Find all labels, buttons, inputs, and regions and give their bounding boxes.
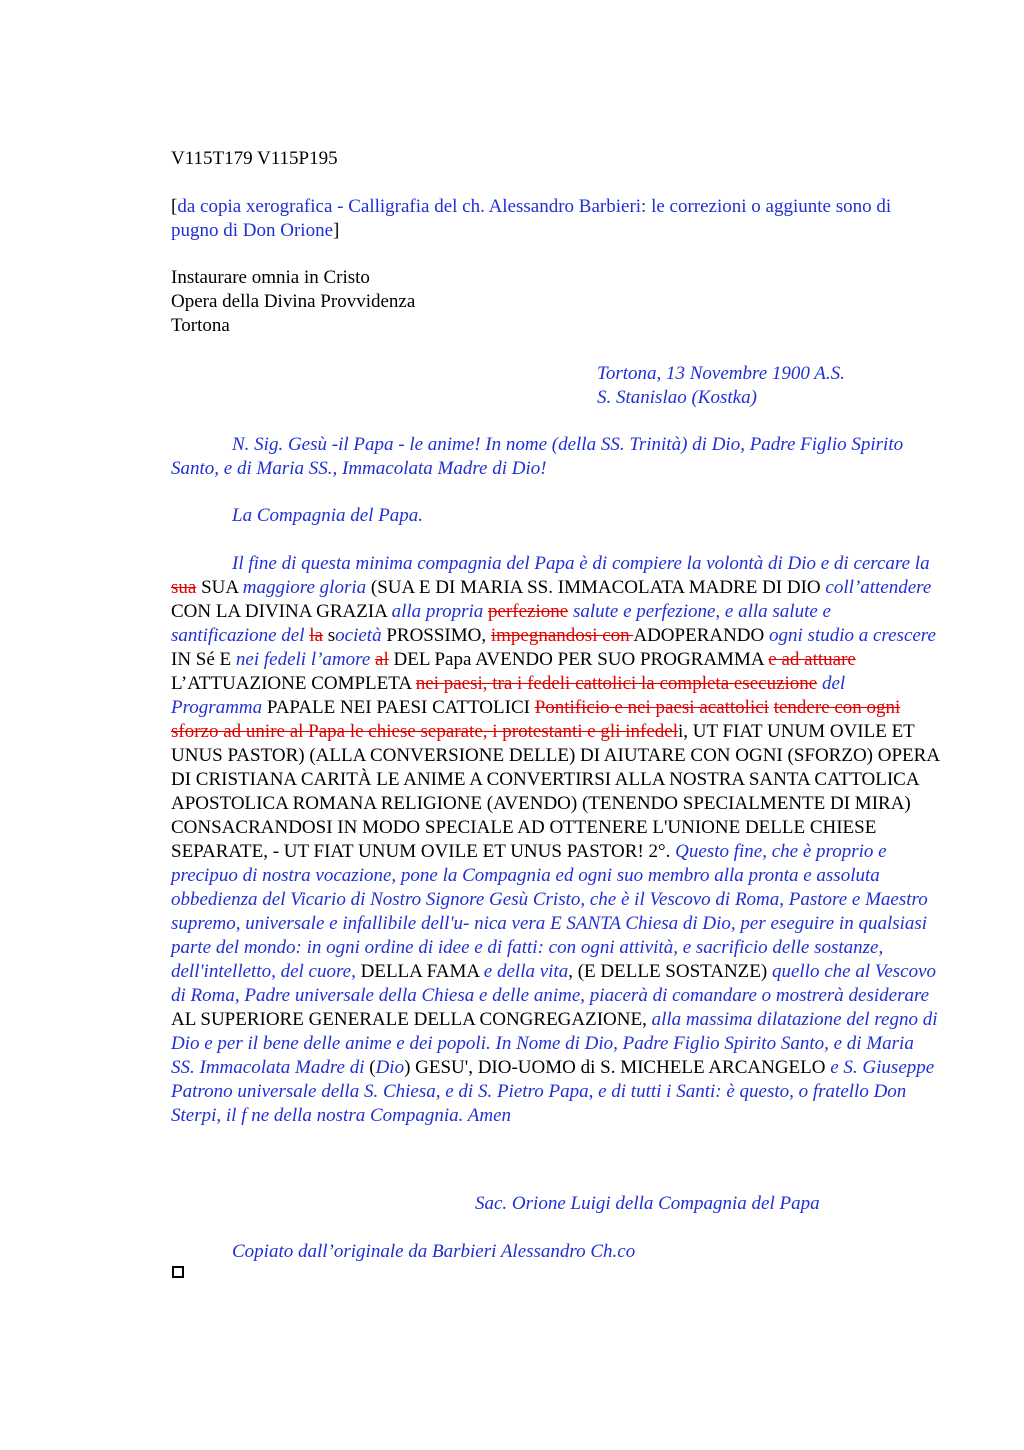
letterhead-organization: Opera della Divina Provvidenza (171, 291, 416, 312)
body-segment: Dio (375, 1057, 405, 1078)
body-segment: DELLA FAMA (355, 961, 484, 982)
body-text (171, 552, 941, 1128)
source-note-open: [ (171, 196, 178, 217)
letterhead-motto: Instaurare omnia in Cristo (171, 267, 370, 288)
invocation (171, 433, 941, 481)
section-title (171, 504, 941, 528)
dateline-date: Tortona, 13 Novembre 1900 A.S. (597, 363, 845, 384)
body-segment: SUA (196, 577, 243, 598)
body-segment: Il fine di questa minima compagnia del Papa è di compiere la volontà di Dio e di cercare la (232, 553, 930, 574)
source-note-close: ] (333, 220, 340, 241)
copy-note (171, 1240, 941, 1264)
body-segment: ) GESU', DIO-UOMO di S. MICHELE ARCANGELO (404, 1057, 831, 1078)
body-segment: nei fedeli l’amore (235, 649, 371, 670)
body-segment: E SANTA (550, 913, 621, 934)
body-segment: maggiore gloria (242, 577, 367, 598)
body-segment: del Programma (171, 673, 846, 718)
signature (475, 1192, 820, 1216)
deleted-text: nei paesi, tra i fedeli cattolici la completa esecuzione (415, 673, 818, 694)
deleted-text: Pontificio e nei paesi acattolici (534, 697, 769, 718)
body-segment: alla massima dilatazione del regno di Dio e per il bene delle anime e dei popoli. In Nome di Dio, Padre Figlio Spirito Santo, e di Maria SS. Immacolata Madre di (171, 1009, 938, 1078)
section-title-text: La Compagnia del Papa. (232, 505, 424, 526)
body-segment: e S. Giuseppe Patrono universale della S. Chiesa, e di S. Pietro Papa, e di tutti i Santi: è questo, o fratello Don Sterpi, il f ne della nostra Compagnia. Amen (171, 1057, 935, 1126)
body-segment: coll’attendere (825, 577, 932, 598)
body-segment: IN Sé E (171, 649, 236, 670)
dateline-saint: S. Stanislao (Kostka) (597, 387, 757, 408)
invocation-text: N. Sig. Gesù -il Papa - le anime! In nome (della SS. Trinità) di Dio, Padre Figlio Spirito Santo, e di Maria SS., Immacolata Madre di Dio! (171, 434, 904, 479)
signature-text: Sac. Orione Luigi della Compagnia del Papa (475, 1193, 820, 1214)
deleted-text: e ad attuare (768, 649, 856, 670)
reference-code-text: V115T179 V115P195 (171, 148, 338, 169)
deleted-text: tendere con ogni (773, 697, 901, 718)
deleted-text: la (309, 625, 323, 646)
deleted-text: al (375, 649, 389, 670)
body-segment: s (322, 625, 336, 646)
body-segment: CON LA DIVINA GRAZIA (171, 601, 392, 622)
deleted-text: sforzo ad unire al Papa le chiese separate, i protestanti e gli infedel (171, 721, 678, 742)
copy-note-text: Copiato dall’originale da Barbieri Alessandro Ch.co (232, 1241, 636, 1262)
deleted-text: sua (171, 577, 197, 598)
body-segment: i, UT FIAT UNUM OVILE ET UNUS PASTOR) (ALLA CONVERSIONE DELLE) DI AIUTARE CON OGNI (SFORZO) OPERA DI CRISTIANA CARITÀ LE ANIME A CONVERTIRSI ALLA NOSTRA SANTA CATTOLICA APOSTOLICA ROMANA RELIGIONE (AVENDO) (TENENDO SPECIALMENTE DI MIRA) CONSACRANDOSI IN MODO SPECIALE AD OTTENERE L'UNIONE DELLE CHIESE SEPARATE, - UT FIAT UNUM OVILE ET UNUS PASTOR! 2°. (171, 721, 939, 862)
body-segment: Questo fine, che è proprio e precipuo di nostra vocazione, pone la Compagnia ed ogni suo membro alla pronta e assoluta obbedienza del Vicario di Nostro Signore Gesù Cristo, che è il Vescovo di Roma, Pastore e Maestro supremo, universale e infallibile dell'u- nica vera (171, 841, 928, 934)
body-segment: AL SUPERIORE GENERALE DELLA CONGREGAZIONE, (171, 1009, 652, 1030)
checkbox-square-icon (172, 1266, 184, 1278)
letterhead (171, 266, 941, 338)
deleted-text: perfezione (488, 601, 569, 622)
body-segment: PAPALE NEI PAESI CATTOLICI (262, 697, 535, 718)
body-segment: ogni studio a crescere (769, 625, 936, 646)
body-segment: ( (369, 1057, 376, 1078)
body-segment: DEL Papa AVENDO PER SUO PROGRAMMA (388, 649, 769, 670)
body-segment: e della vita (483, 961, 569, 982)
dateline (597, 362, 845, 410)
body-segment: ADOPERANDO (633, 625, 770, 646)
letterhead-city: Tortona (171, 315, 230, 336)
body-segment: PROSSIMO, (381, 625, 491, 646)
deleted-text: impegnandosi con (490, 625, 634, 646)
body-segment: quello che al Vescovo di Roma, Padre universale della Chiesa e delle anime, piacerà di comandare o mostrerà desiderare (171, 961, 937, 1006)
body-segment: , (E DELLE SOSTANZE) (568, 961, 772, 982)
reference-code (171, 147, 941, 171)
body-segment: alla propria (391, 601, 489, 622)
source-note (171, 195, 941, 243)
body-segment: (SUA E DI MARIA SS. IMMACOLATA MADRE DI DIO (366, 577, 826, 598)
body-segment: Chiesa di Dio, per eseguire in qualsiasi parte del mondo: in ogni ordine di idee e di fatti: con ogni attività, e sacrificio delle sostanze, dell'intelletto, del cuore, (171, 913, 928, 982)
body-paragraph (171, 552, 941, 1128)
body-segment: ocietà (335, 625, 382, 646)
source-note-body: da copia xerografica - Calligrafia del ch. Alessandro Barbieri: le correzioni o aggiunte sono di pugno di Don Orione (171, 196, 892, 241)
body-segment: L’ATTUAZIONE COMPLETA (171, 673, 416, 694)
body-segment: salute e perfezione, e alla salute e santificazione del (171, 601, 831, 646)
